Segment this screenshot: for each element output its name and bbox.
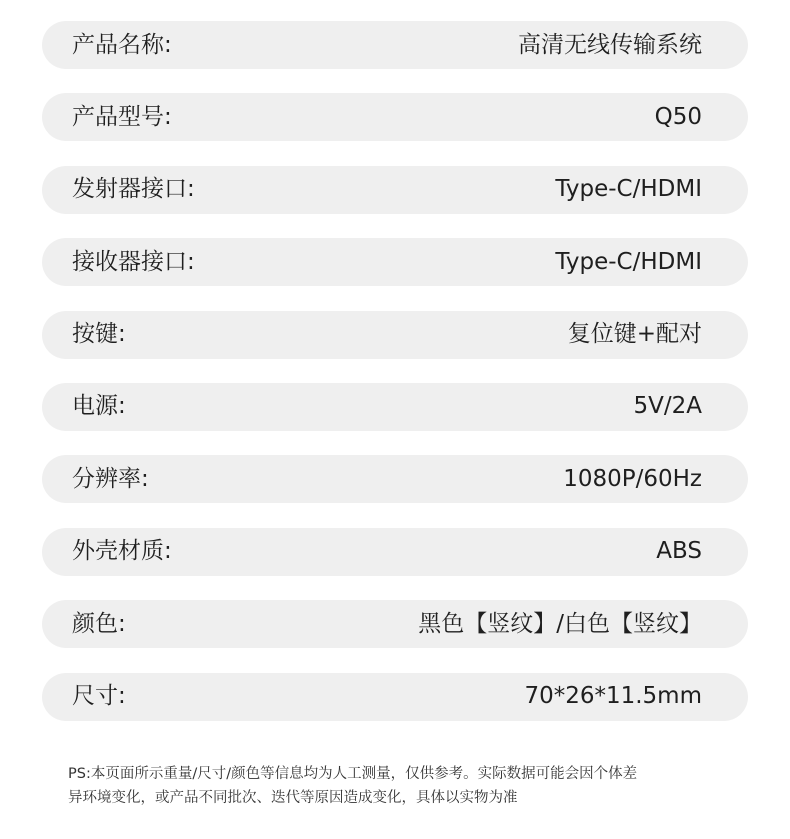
- disclaimer-line: 异环境变化，或产品不同批次、迭代等原因造成变化，具体以实物为准: [68, 790, 518, 806]
- spec-row-power: [42, 383, 748, 431]
- spec-value: Type-C/HDMI: [555, 176, 702, 203]
- disclaimer-line: PS:本页面所示重量/尺寸/颜色等信息均为人工测量，仅供参考。实际数据可能会因个体差: [68, 766, 638, 782]
- spec-row-dimensions: [42, 673, 748, 721]
- spec-label: 接收器接口:: [72, 248, 195, 275]
- spec-label: 按键:: [72, 321, 126, 348]
- spec-table: [42, 21, 748, 721]
- spec-value: 高清无线传输系统: [518, 31, 702, 58]
- spec-row-housing-material: [42, 528, 748, 576]
- spec-label: 尺寸:: [72, 683, 126, 710]
- spec-row-color: [42, 600, 748, 648]
- spec-value: 1080P/60Hz: [563, 465, 702, 492]
- spec-value: 黑色【竖纹】/白色【竖纹】: [418, 610, 702, 637]
- spec-value: Q50: [654, 103, 702, 130]
- spec-label: 颜色:: [72, 610, 126, 637]
- spec-row-transmitter-port: [42, 166, 748, 214]
- spec-value: 70*26*11.5mm: [524, 683, 702, 710]
- spec-row-product-name: [42, 21, 748, 69]
- disclaimer-note: [68, 762, 728, 810]
- spec-value: Type-C/HDMI: [555, 248, 702, 275]
- spec-row-model: [42, 93, 748, 141]
- spec-label: 分辨率:: [72, 465, 149, 492]
- spec-label: 产品名称:: [72, 31, 172, 58]
- spec-value: 复位键+配对: [567, 321, 702, 348]
- spec-value: 5V/2A: [633, 393, 702, 420]
- spec-row-buttons: [42, 311, 748, 359]
- spec-value: ABS: [656, 538, 702, 565]
- spec-row-resolution: [42, 455, 748, 503]
- spec-row-receiver-port: [42, 238, 748, 286]
- spec-label: 电源:: [72, 393, 126, 420]
- spec-label: 外壳材质:: [72, 538, 172, 565]
- spec-label: 产品型号:: [72, 103, 172, 130]
- spec-label: 发射器接口:: [72, 176, 195, 203]
